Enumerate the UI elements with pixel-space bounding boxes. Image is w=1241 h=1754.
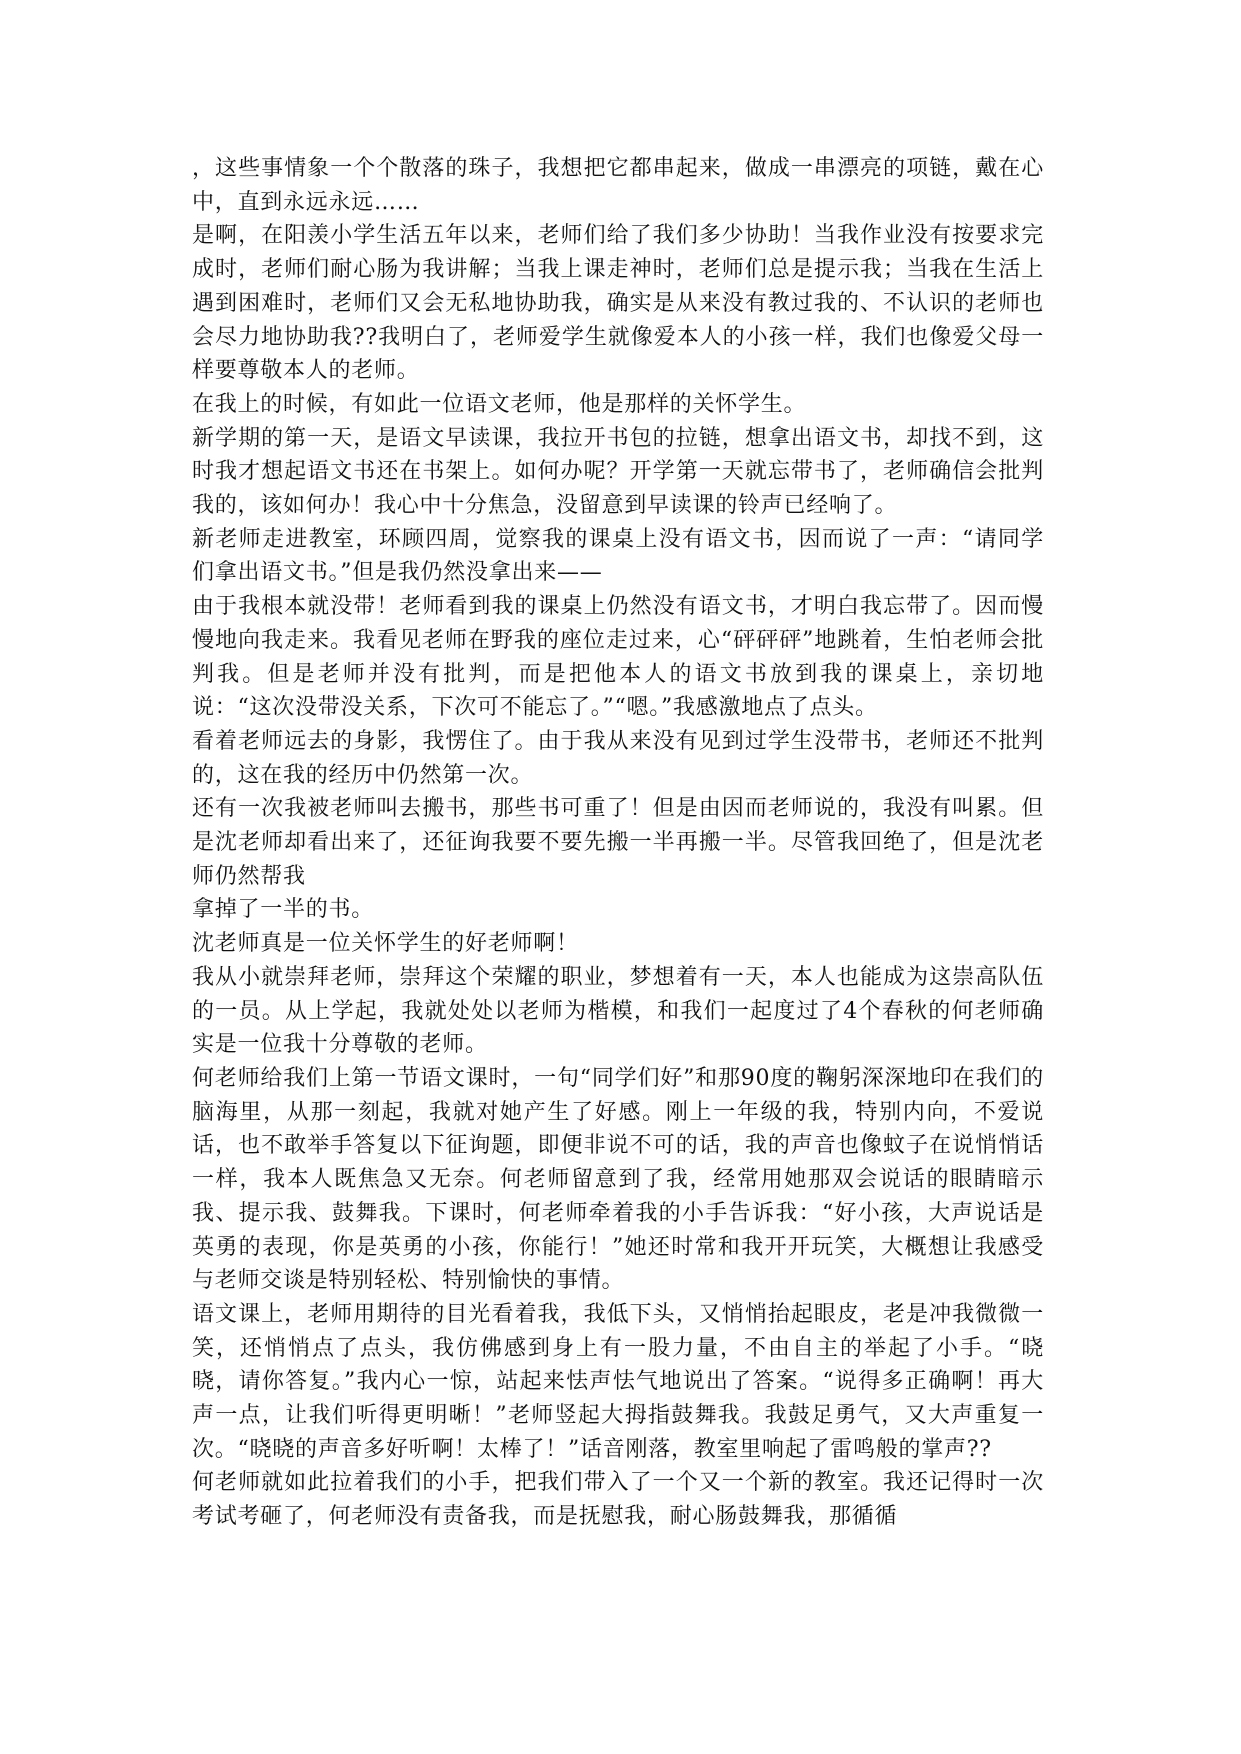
paragraph: 语文课上，老师用期待的目光看着我，我低下头，又悄悄抬起眼皮，老是冲我微微一笑，还悄悄点了点头，我仿佛感到身上有一股力量，不由自主的举起了小手。“晓晓，请你答复。”我内心一惊，站起来怯声怯气地说出了答案。“说得多正确啊！再大声一点，让我们听得更明晰！”老师竖起大拇指鼓舞我。我鼓足勇气，又大声重复一次。“晓晓的声音多好听啊！太棒了！”话音刚落，教室里响起了雷鸣般的掌声?? bbox=[192, 1301, 1044, 1462]
document-body bbox=[192, 152, 1044, 1534]
paragraph: 何老师给我们上第一节语文课时，一句“同学们好”和那90度的鞠躬深深地印在我们的脑海里，从那一刻起，我就对她产生了好感。刚上一年级的我，特别内向，不爱说话，也不敢举手答复以下征询题，即便非说不可的话，我的声音也像蚊子在说悄悄话一样，我本人既焦急又无奈。何老师留意到了我，经常用她那双会说话的眼睛暗示我、提示我、鼓舞我。下课时，何老师牵着我的小手告诉我：“好小孩，大声说话是英勇的表现，你是英勇的小孩，你能行！”她还时常和我开开玩笑，大概想让我感受与老师交谈是特别轻松、特别愉快的事情。 bbox=[192, 1065, 1044, 1294]
paragraph: ，这些事情象一个个散落的珠子，我想把它都串起来，做成一串漂亮的项链，戴在心中，直到永远永远…… bbox=[192, 156, 1044, 215]
paragraph: 拿掉了一半的书。 bbox=[192, 897, 375, 923]
paragraph: 是啊，在阳羡小学生活五年以来，老师们给了我们多少协助！当我作业没有按要求完成时，老师们耐心肠为我讲解；当我上课走神时，老师们总是提示我；当我在生活上遇到困难时，老师们又会无私地协助我，确实是从来没有教过我的、不认识的老师也会尽力地协助我??我明白了，老师爱学生就像爱本人的小孩一样，我们也像爱父母一样要尊敬本人的老师。 bbox=[192, 223, 1044, 384]
paragraph: 我从小就崇拜老师，崇拜这个荣耀的职业，梦想着有一天，本人也能成为这崇高队伍的一员。从上学起，我就处处以老师为楷模，和我们一起度过了4个春秋的何老师确实是一位我十分尊敬的老师。 bbox=[192, 964, 1044, 1058]
paragraph: 新老师走进教室，环顾四周，觉察我的课桌上没有语文书，因而说了一声：“请同学们拿出语文书。”但是我仍然没拿出来—— bbox=[192, 526, 1044, 586]
paragraph: 新学期的第一天，是语文早读课，我拉开书包的拉链，想拿出语文书，却找不到，这时我才想起语文书还在书架上。如何办呢？开学第一天就忘带书了，老师确信会批判我的，该如何办！我心中十分焦急，没留意到早读课的铃声已经响了。 bbox=[192, 425, 1044, 519]
paragraph: 看着老师远去的身影，我愣住了。由于我从来没有见到过学生没带书，老师还不批判的，这在我的经历中仍然第一次。 bbox=[192, 728, 1044, 788]
paragraph: 由于我根本就没带！老师看到我的课桌上仍然没有语文书，才明白我忘带了。因而慢慢地向我走来。我看见老师在野我的座位走过来，心“砰砰砰”地跳着，生怕老师会批判我。但是老师并没有批判，而是把他本人的语文书放到我的课桌上，亲切地说：“这次没带没关系，下次可不能忘了。”“嗯。”我感激地点了点头。 bbox=[192, 594, 1044, 721]
paragraph: 还有一次我被老师叫去搬书，那些书可重了！但是由因而老师说的，我没有叫累。但是沈老师却看出来了，还征询我要不要先搬一半再搬一半。尽管我回绝了，但是沈老师仍然帮我 bbox=[192, 796, 1044, 889]
paragraph: 沈老师真是一位关怀学生的好老师啊！ bbox=[192, 931, 579, 957]
paragraph: 在我上的时候，有如此一位语文老师，他是那样的关怀学生。 bbox=[192, 391, 807, 417]
paragraph: 何老师就如此拉着我们的小手，把我们带入了一个又一个新的教室。我还记得时一次考试考砸了，何老师没有责备我，而是抚慰我，耐心肠鼓舞我，那循循 bbox=[192, 1470, 1044, 1530]
